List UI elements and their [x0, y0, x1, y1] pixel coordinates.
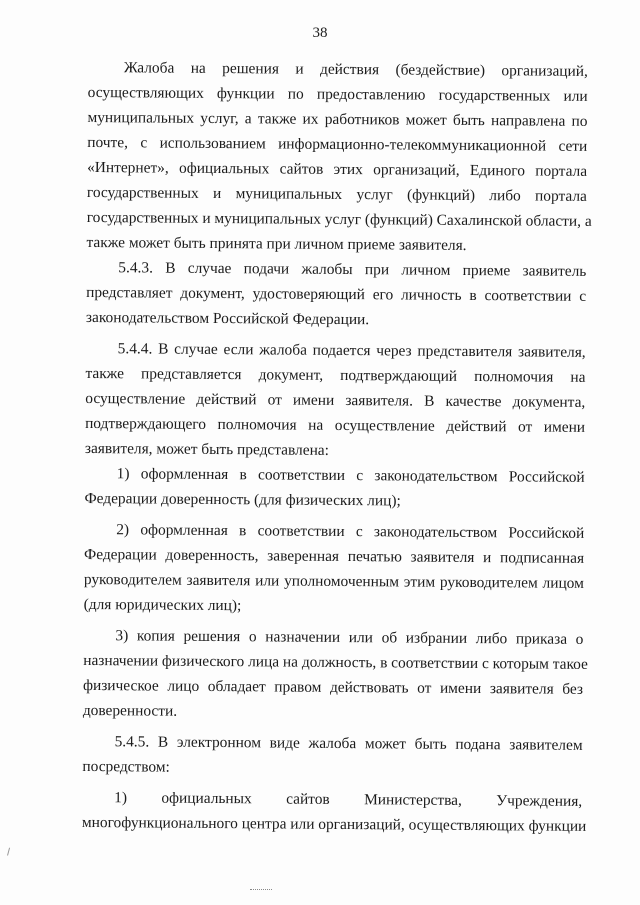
document-body: [81, 55, 592, 839]
text-line: 2) оформленная в соответствии с законодательством Российской: [116, 521, 585, 542]
text-line: государственных и муниципальных услуг (функций) либо портала: [86, 183, 587, 205]
text-line: муниципальных услуг, а также их работников может быть направлена по: [87, 108, 588, 130]
text-line: (для юридических лиц);: [83, 595, 242, 615]
paragraph-5-4-3: [86, 255, 587, 334]
text-line: осуществление действий от имени заявителя. В качестве документа,: [85, 389, 586, 411]
text-line: 5.4.4. В случае если жалоба подается через представителя заявителя,: [117, 340, 586, 361]
text-line: также представляется документ, подтверждающий полномочия на: [85, 364, 586, 386]
scan-speck: [7, 848, 13, 857]
electronic-list-item-1: [81, 785, 587, 839]
text-line: 5.4.5. В электронном виде жалоба может быть подана заявителем: [114, 733, 583, 754]
text-line: законодательством Российской Федерации.: [85, 308, 370, 329]
text-line: физическое лицо обладает правом действовать от имени заявителя без: [82, 676, 584, 698]
text-line: государственных и муниципальных услуг (функций) Сахалинской области, а: [86, 208, 592, 230]
text-line: посредством:: [82, 757, 170, 776]
text-line: заявителя, может быть представлена:: [84, 439, 330, 459]
text-line: 1) официальных сайтов Министерства, Учреждения,: [114, 789, 583, 810]
text-line: 3) копия решения о назначении или об избрании либо приказа о: [115, 627, 584, 648]
text-line: представляет документ, удостоверяющий его личность в соответствии с: [86, 283, 587, 305]
text-line: Федерации доверенность (для физических лиц);: [84, 489, 401, 510]
text-line: осуществляющих функции по предоставлению государственных или: [87, 83, 588, 105]
text-line: подтверждающего полномочия на осуществление действий от имени: [85, 414, 586, 436]
text-line: назначении физического лица на должность, в соответствии с которым такое: [83, 651, 588, 673]
text-line: почте, с использованием информационно-телекоммуникационной сети: [87, 133, 588, 155]
list-item-2: [84, 517, 585, 621]
paragraph-5-4-5: [82, 729, 582, 783]
text-line: 5.4.3. В случае подачи жалобы при личном приеме заявитель: [118, 259, 587, 280]
page-number: 38: [312, 25, 328, 41]
text-line: доверенности.: [82, 701, 178, 720]
text-line: Федерации доверенность, заверенная печатью заявителя и подписанная: [84, 545, 585, 567]
text-line: также может быть принята при личном приеме заявителя.: [86, 233, 467, 254]
list-item-3: [82, 623, 588, 727]
text-line: руководителем заявителя или уполномоченным этим руководителем лицом: [83, 570, 584, 592]
list-item-1: [84, 461, 584, 515]
text-line: «Интернет», официальных сайтов этих организаций, Единого портала: [87, 158, 588, 180]
text-line: многофункционального центра или организаций, осуществляющих функции: [81, 813, 587, 835]
text-line: 1) оформленная в соответствии с законодательством Российской: [116, 465, 585, 486]
paragraph-complaint-channels: [86, 55, 592, 259]
paragraph-5-4-4: [85, 336, 586, 465]
scan-speck: [250, 889, 272, 892]
text-line: Жалоба на решения и действия (бездействие) организаций,: [123, 59, 588, 80]
